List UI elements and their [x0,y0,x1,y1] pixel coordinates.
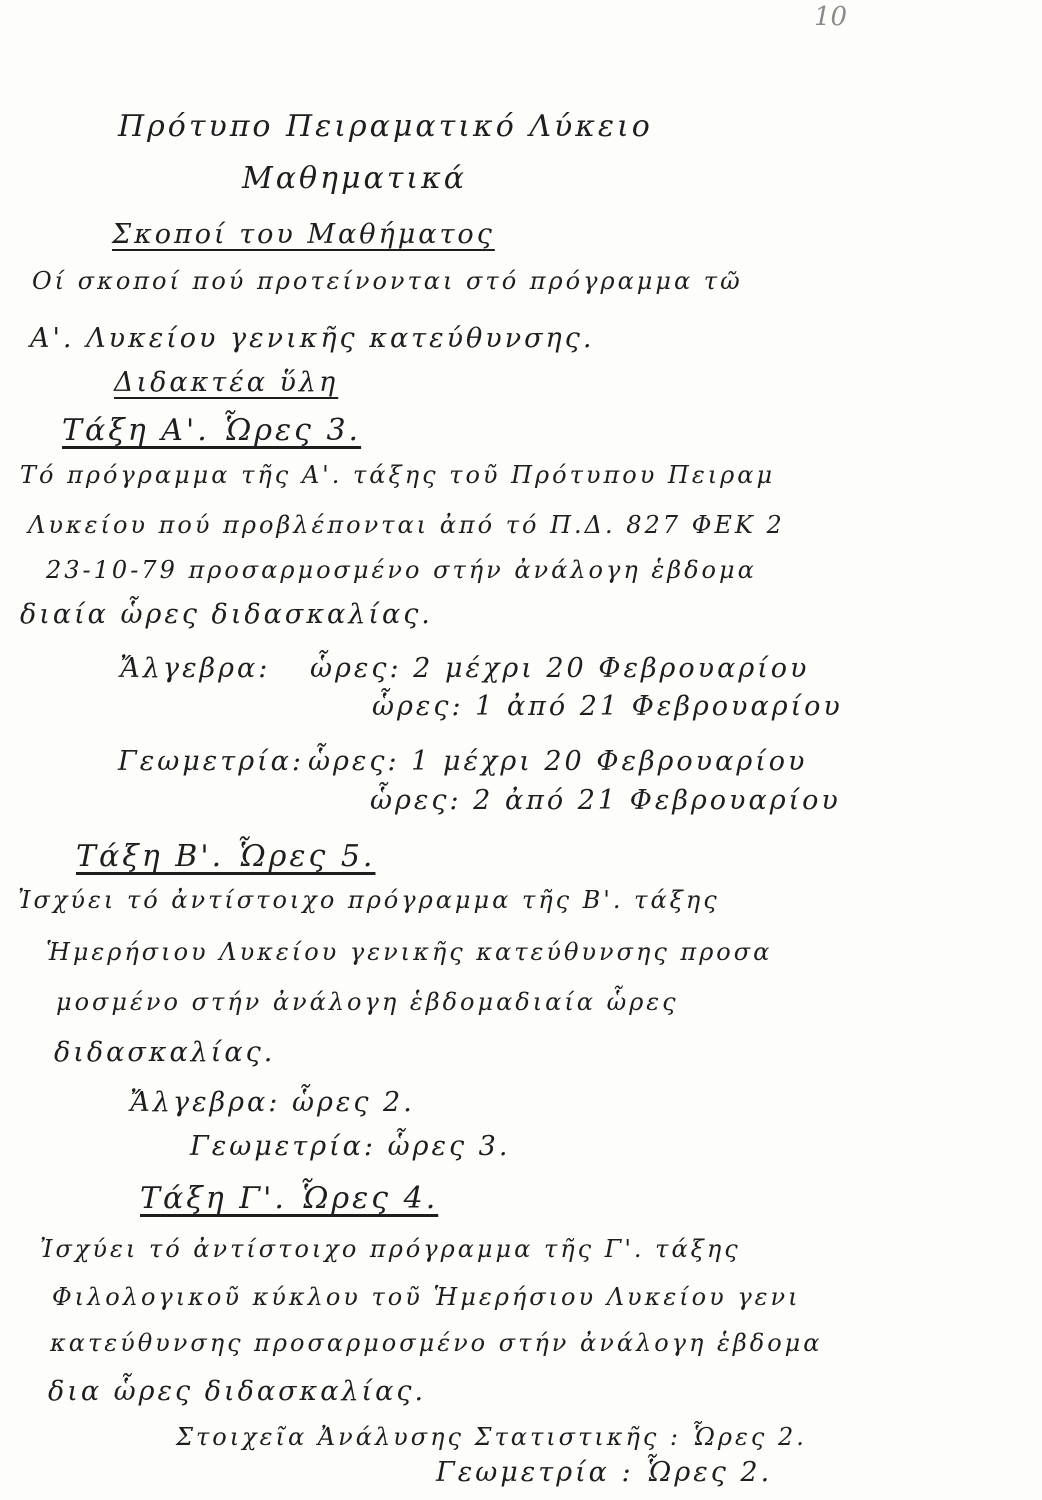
intro-line: Α'. Λυκείου γενικῆς κατεύθυνσης. [30,323,595,354]
class-c-line: Ἰσχύει τό ἀντίστοιχο πρόγραμμα τῆς Γ'. τάξης [40,1235,741,1263]
class-a-line: Τό πρόγραμμα τῆς Α'. τάξης τοῦ Πρότυπου Πειραμ [20,461,776,489]
class-b-line: μοσμένο στήν ἀνάλογη ἑβδομαδιαία ὧρες [56,988,679,1016]
class-c-line: Φιλολογικοῦ κύκλου τοῦ Ἡμερήσιου Λυκείου γενι [52,1283,801,1311]
class-b-line: Ἡμερήσιου Λυκείου γενικῆς κατεύθυνσης προσα [46,938,773,966]
class-c-line: δια ὧρες διδασκαλίας. [48,1376,427,1407]
page-number: 10 [814,2,848,32]
class-b-heading: Τάξη Β'. Ὧρες 5. [76,839,376,874]
class-b-schedule-row: Γεωμετρία: ὧρες 3. [190,1131,511,1162]
class-c-line: κατεύθυνσης προσαρμοσμένο στήν ἀνάλογη ἑβδομα [50,1329,823,1357]
schedule-hours: ὧρες: 1 μέχρι 20 Φεβρουαρίου [308,746,808,777]
class-b-schedule-row: Ἄλγεβρα: ὧρες 2. [130,1087,415,1118]
schedule-subject: Ἄλγεβρα: [120,653,271,684]
schedule-subject: Γεωμετρία: [118,746,305,777]
class-a-line: διαία ὧρες διδασκαλίας. [20,599,433,630]
class-a-line: 23-10-79 προσαρμοσμένο στήν ἀνάλογη ἑβδομα [46,556,757,584]
aims-heading: Σκοποί του Μαθήματος [112,219,495,250]
class-a-line: Λυκείου πού προβλέπονται ἀπό τό Π.Δ. 827 ΦΕΚ 2 [28,511,785,539]
intro-line: Οί σκοποί πού προτείνονται στό πρόγραμμα τῶ [32,267,743,295]
class-b-line: διδασκαλίας. [54,1037,276,1068]
class-a-heading: Τάξη Α'. Ὧρες 3. [62,413,362,448]
schedule-hours: ὧρες: 1 ἀπό 21 Φεβρουαρίου [372,691,843,722]
teaching-hours-heading: Διδακτέα ὕλη [114,367,339,398]
header-subject: Μαθηματικά [242,161,468,196]
class-c-schedule-row: Στοιχεῖα Ἀνάλυσης Στατιστικῆς : Ὧρες 2. [176,1423,807,1451]
schedule-hours: ὧρες: 2 μέχρι 20 Φεβρουαρίου [310,653,810,684]
class-b-line: Ἰσχύει τό ἀντίστοιχο πρόγραμμα τῆς Β'. τάξης [18,886,720,914]
header-title: Πρότυπο Πειραματικό Λύκειο [118,109,653,144]
class-c-heading: Τάξη Γ'. Ὧρες 4. [140,1181,439,1216]
class-c-schedule-row: Γεωμετρία : Ὧρες 2. [436,1457,773,1488]
schedule-hours: ὧρες: 2 ἀπό 21 Φεβρουαρίου [370,785,841,816]
